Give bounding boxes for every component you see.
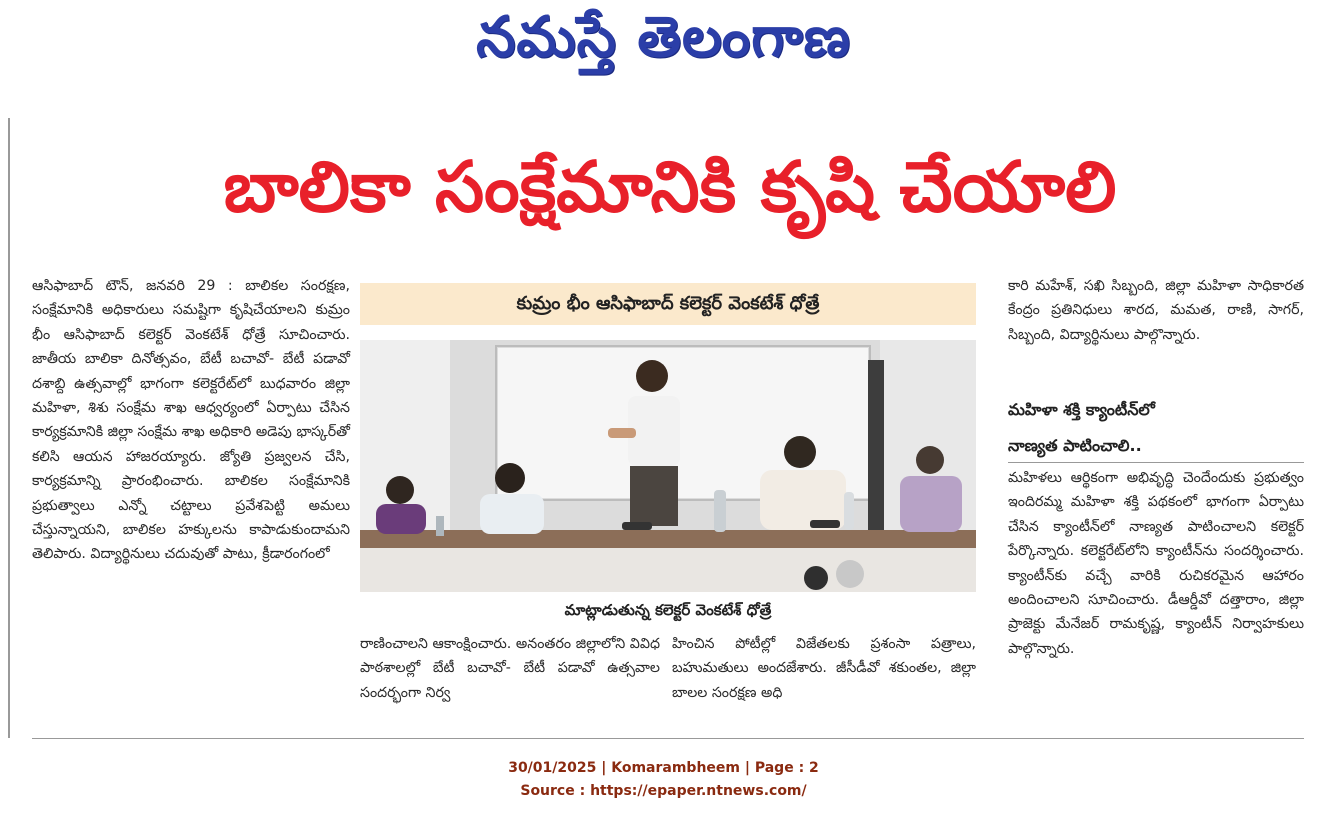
footer-date-page: 30/01/2025 | Komarambheem | Page : 2 (508, 760, 819, 776)
article-column-3b (1008, 466, 1304, 661)
article-body-col3a: కారి మహేశ్, సఖి సిబ్బంది, జిల్లా మహిళా సాధికారత కేంద్రం ప్రతినిధులు శారద, మమత, రాణి, సాగర్, సిబ్బంది, విద్యార్థినులు పాల్గొన్నారు. (1008, 278, 1304, 343)
bottom-divider (32, 738, 1304, 739)
footer-source-link[interactable]: Source : https://epaper.ntnews.com/ (520, 783, 807, 799)
photo-caption-top: కుమ్రం భీం ఆసిఫాబాద్ కలెక్టర్ వెంకటేశ్ ధోత్రే (360, 283, 976, 325)
newspaper-masthead: నమస్తే తెలంగాణ (476, 4, 851, 70)
article-body-col3b: మహిళలు ఆర్థికంగా అభివృద్ధి చెందేందుకు ప్రభుత్వం ఇందిరమ్మ మహిళా శక్తి పథకంలో భాగంగా ఏర్పాటు చేసిన క్యాంటీన్‌లో నాణ్యత పాటించాలని కలెక్టర్ పేర్కొన్నారు. కలెక్టరేట్‌లోని క్యాంటీన్‌ను సందర్శించారు. క్యాంటీన్‌కు వచ్చే వారికి రుచికరమైన ఆహారం అందించాలని సూచించారు. డీఆర్డీవో దత్తారాం, జిల్లా ప్రాజెక్టు మేనేజర్ రామకృష్ణ, క్యాంటీన్ నిర్వాహకులు పాల్గొన్నారు. (1008, 470, 1304, 657)
article-body-mid-left: రాణించాలని ఆకాంక్షించారు. అనంతరం జిల్లాలోని వివిధ పాఠశాలల్లో బేటీ బచావో- బేటీ పడావో ఉత్సవాల సందర్భంగా నిర్వ (360, 636, 660, 701)
subheading-line-1: మహిళా శక్తి క్యాంటీన్‌లో (1008, 400, 1155, 419)
subheading-line-2: నాణ్యత పాటించాలి.. (1008, 436, 1142, 455)
article-body-mid-right: హించిన పోటీల్లో విజేతలకు ప్రశంసా పత్రాలు, బహుమతులు అందజేశారు. జీసీడీవో శకుంతల, జిల్లా బాలల సంరక్షణ అధి (672, 636, 976, 701)
article-headline: బాలికా సంక్షేమానికి కృషి చేయాలి (223, 146, 1117, 228)
article-column-3 (1008, 274, 1304, 347)
news-photo-illustration (360, 340, 976, 592)
subheading-divider (1008, 462, 1304, 463)
photo-caption-bottom: మాట్లాడుతున్న కలెక్టర్ వెంకటేశ్ ధోత్రే (564, 601, 772, 619)
article-body-col1: ఆసిఫాబాద్ టౌన్, జనవరి 29 : బాలికల సంరక్షణ, సంక్షేమానికి అధికారులు సమష్టిగా కృషిచేయాలని కుమ్రం భీం ఆసిఫాబాద్ కలెక్టర్ వెంకటేశ్ ధోత్రే సూచించారు. జాతీయ బాలికా దినోత్సవం, బేటీ బచావో- బేటీ పడావో దశాబ్ది ఉత్సవాల్లో భాగంగా కలెక్టరేట్‌లో బుధవారం జిల్లా మహిళా, శిశు సంక్షేమ శాఖ ఆధ్వర్యంలో ఏర్పాటు చేసిన కార్యక్రమానికి జిల్లా సంక్షేమ శాఖ అధికారి అడెపు భాస్కర్‌తో కలిసి ఆయన హాజరయ్యారు. జ్యోతి ప్రజ్వలన చేసి, కార్యక్రమాన్ని ప్రారంభించారు. బాలికల సంక్షేమానికి ప్రభుత్వాలు ఎన్నో చట్టాలు ప్రవేశపెట్టి అమలు చేస్తున్నాయని, బాలికల హక్కులను కాపాడుకుందామని తెలిపారు. విద్యార్థినులు చదువుతో పాటు, క్రీడారంగంలో (32, 278, 350, 563)
article-column-mid-right (672, 632, 976, 705)
left-column-rule (8, 118, 10, 738)
news-photo (360, 340, 976, 592)
article-column-1 (32, 274, 350, 567)
article-column-mid-left (360, 632, 660, 705)
